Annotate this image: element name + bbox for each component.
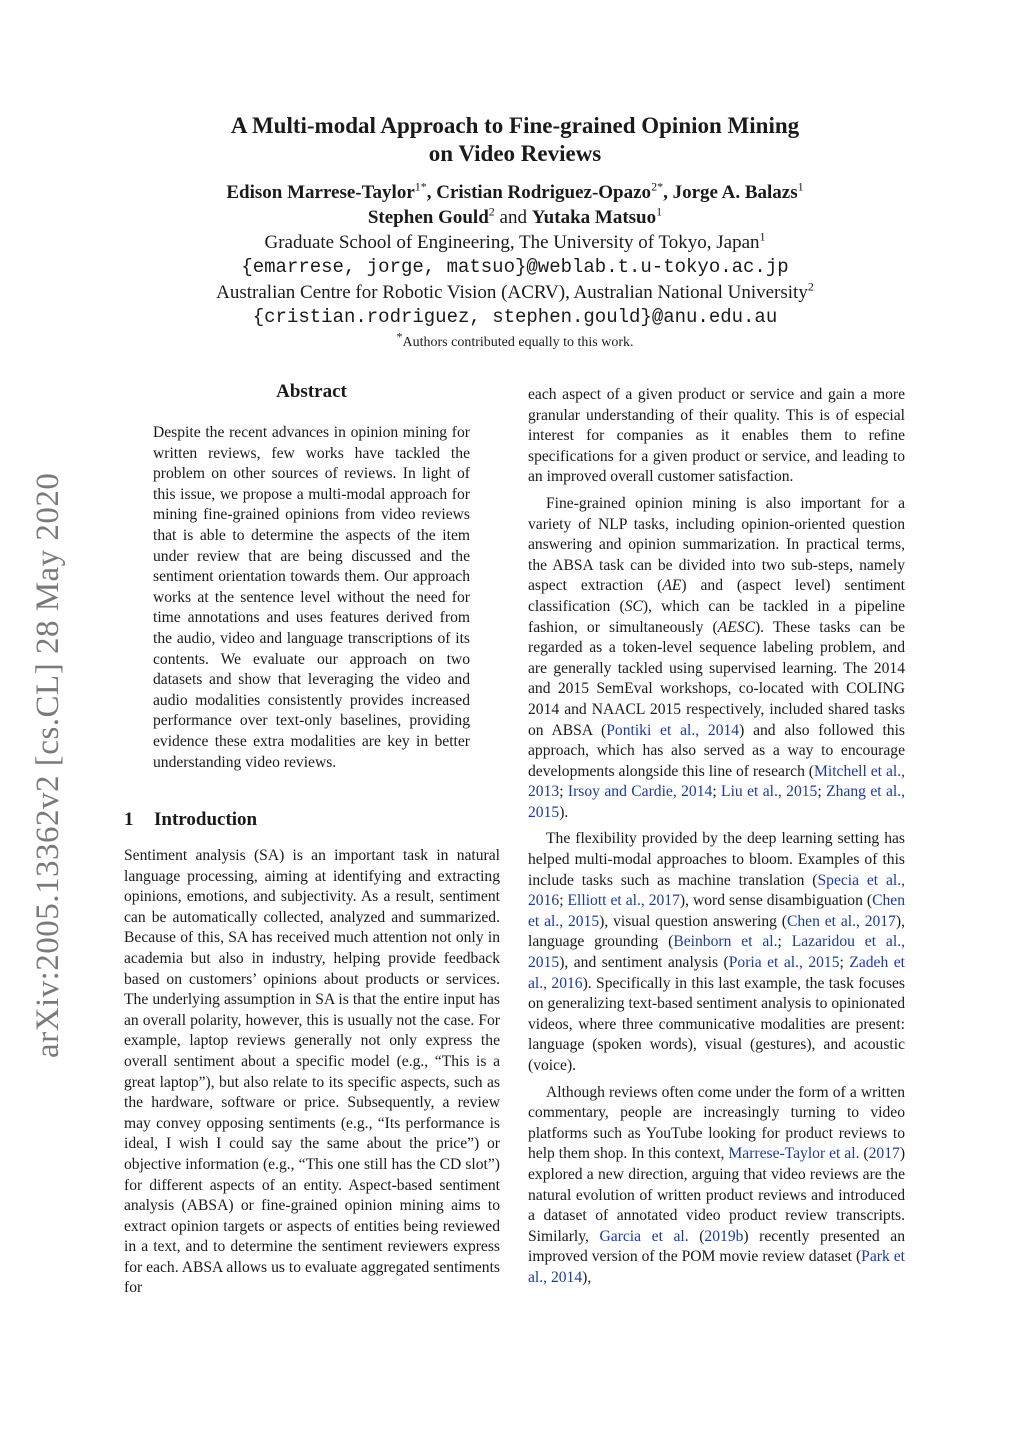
section-number: 1	[124, 809, 134, 830]
paragraph: Sentiment analysis (SA) is an important task in natural language processing, aiming at identifying and extracting opinions, emotions, and subjectivity. As a result, sentiment can be automatically collected, analyzed and summarized. Because of this, SA has received much attention not only in academia but also in industry, helping provide feedback based on customers’ opinions about products or services. The underlying assumption in SA is that the entire input has an overall polarity, however, this is usually not the case. For example, laptop reviews generally not only express the overall sentiment about a specific model (e.g., “This is a great laptop”), but also relate to its specific aspects, such as the hardware, software or price. Subsequently, a review may convey opposing sentiments (e.g., “Its performance is ideal, I wish I could say the same about the price”) or objective information (e.g., “This one still has the CD slot”) for different aspects of an entity. Aspect-based sentiment analysis (ABSA) or fine-grained opinion mining aims to extract opinion targets or aspects of entities being reviewed in a text, and to determine the sentiment reviewers express for each. ABSA allows us to evaluate aggregated sentiments for	[124, 847, 500, 1297]
affiliation-1: Graduate School of Engineering, The University of Tokyo, Japan$^1$	[264, 229, 766, 253]
author-line-1: Edison Marrese-Taylor$^{1*}$, Cristian Rodriguez-Opazo$^{2*}$, Jorge A. Balazs$^1$	[226, 179, 804, 203]
citation-link[interactable]: Beinborn et al.	[673, 933, 778, 951]
email-2: {cristian.rodriguez, stephen.gould}@anu.edu.au	[252, 306, 778, 328]
citation-link[interactable]: Chen et al., 2017	[786, 912, 896, 930]
author-name: Edison Marrese-Taylor	[226, 182, 415, 203]
author-affiliation-mark: 2	[488, 204, 495, 219]
author-line-2	[160, 205, 870, 230]
author-affiliation-mark: 1	[656, 204, 663, 219]
title-line-2: on Video Reviews	[428, 141, 602, 166]
citation-link[interactable]: Marrese-Taylor et al.	[728, 1145, 860, 1163]
abstract-text: Despite the recent advances in opinion mining for written reviews, few works have tackled the problem on other sources of reviews. In light of this issue, we propose a multi-modal approach for mining fine-grained opinions from video reviews that is able to determine the aspects of the item under review that are being discussed and the sentiment orientation towards them. Our approach works at the sentence level without the need for time annotations and uses features derived from the audio, video and language transcriptions of its contents. We evaluate our approach on two datasets and show that leveraging the video and audio modalities consistently provides increased performance over text-only baselines, providing evidence these extra modalities are key in better understanding video reviews.	[153, 424, 470, 771]
author-affiliation-mark: 1*	[414, 179, 427, 194]
right-column-text	[528, 385, 905, 1289]
section-heading-introduction	[124, 809, 257, 831]
citation-link[interactable]: 2017	[868, 1145, 900, 1163]
paragraph: each aspect of a given product or service and gain a more granular understanding of their quality. This is of especial interest for companies as it enables them to refine specifications for a given product or service, and leading to an improved overall customer satisfaction.	[528, 386, 905, 486]
paragraph: Fine-grained opinion mining is also important for a variety of NLP tasks, including opinion-oriented question answering and opinion summarization. In practical terms, the ABSA task can be divided into two sub-steps, namely aspect extraction (AE) and (aspect level) sentiment classification (SC), which can be tackled in a pipeline fashion, or simultaneously (AESC). These tasks can be regarded as a token-level sequence labeling problem, and are generally tackled using supervised learning. The 2014 and 2015 SemEval workshops, co-located with COLING 2014 and NAACL 2015 respectively, included shared tasks on ABSA (Pontiki et al., 2014) and also followed this approach, which has also served as a way to encourage developments alongside this line of research (Mitchell et al., 2013; Irsoy and Cardie, 2014; Liu et al., 2015; Zhang et al., 2015).	[528, 494, 906, 821]
author-conjunction: and	[499, 207, 527, 228]
author-affiliation-mark: 1	[797, 179, 804, 194]
affiliation-2: Australian Centre for Robotic Vision (ACRV), Australian National University$^2$	[216, 279, 814, 303]
email-1: {emarrese, jorge, matsuo}@weblab.t.u-tokyo.ac.jp	[241, 256, 789, 278]
citation-link[interactable]: Garcia et al.	[599, 1227, 689, 1245]
author-name: Stephen Gould	[367, 207, 489, 228]
citation-link[interactable]: Mitchell et al., 2013	[528, 762, 906, 801]
citation-link[interactable]: Specia et al., 2016	[528, 871, 905, 910]
paper-title	[180, 112, 850, 168]
paragraph: The flexibility provided by the deep learning setting has helped multi-modal approaches to bloom. Examples of this include tasks such as machine translation (Specia et al., 2016; Elliott et al., 2017), word sense disambiguation (Chen et al., 2015), visual question answering (Chen et al., 2017), language grounding (Beinborn et al.; Lazaridou et al., 2015), and sentiment analysis (Poria et al., 2015; Zadeh et al., 2016). Specifically in this last example, the task focuses on generalizing text-based sentiment analysis to opinionated videos, where three communicative modalities are present: language (spoken words), visual (gestures), and acoustic (voice).	[528, 830, 905, 1074]
citation-link[interactable]: Poria et al., 2015	[728, 954, 840, 972]
author-name: Cristian Rodriguez-Opazo	[436, 182, 652, 203]
section-title: Introduction	[154, 809, 258, 830]
citation-link[interactable]: Lazaridou et al., 2015	[528, 933, 905, 972]
left-column-text	[124, 846, 500, 1299]
citation-link[interactable]: Pontiki et al., 2014	[606, 721, 740, 739]
citation-link[interactable]: Park et al., 2014	[528, 1248, 905, 1286]
arxiv-identifier: arXiv:2005.13362v2 [cs.CL] 28 May 2020	[30, 472, 66, 1058]
citation-link[interactable]: Elliott et al., 2017	[567, 892, 680, 910]
author-affiliation-mark: 2*	[651, 179, 664, 194]
paragraph: Although reviews often come under the form of a written commentary, people are increasingly turning to video platforms such as YouTube looking for product reviews to help them shop. In this context, Marrese-Taylor et al. (2017) explored a new direction, arguing that video reviews are the natural evolution of written product reviews and introduced a dataset of annotated video product review transcripts. Similarly, Garcia et al. (2019b) recently presented an improved version of the POM movie review dataset (Park et al., 2014),	[528, 1083, 906, 1286]
citation-link[interactable]: Zadeh et al., 2016	[528, 954, 905, 992]
author-block	[160, 180, 870, 355]
citation-link[interactable]: Liu et al., 2015	[721, 783, 818, 801]
citation-link[interactable]: Chen et al., 2015	[528, 892, 905, 930]
citation-link[interactable]: 2019b	[704, 1227, 744, 1245]
title-line-1: A Multi-modal Approach to Fine-grained Opinion Mining	[230, 113, 800, 138]
citation-link[interactable]: Zhang et al., 2015	[528, 783, 906, 821]
equal-contribution-note: *Authors contributed equally to this work.	[396, 329, 634, 350]
citation-link[interactable]: Irsoy and Cardie, 2014	[567, 783, 713, 801]
abstract-heading: Abstract	[276, 381, 347, 402]
author-name: Jorge A. Balazs	[672, 182, 798, 203]
author-name: Yutaka Matsuo	[531, 207, 657, 228]
